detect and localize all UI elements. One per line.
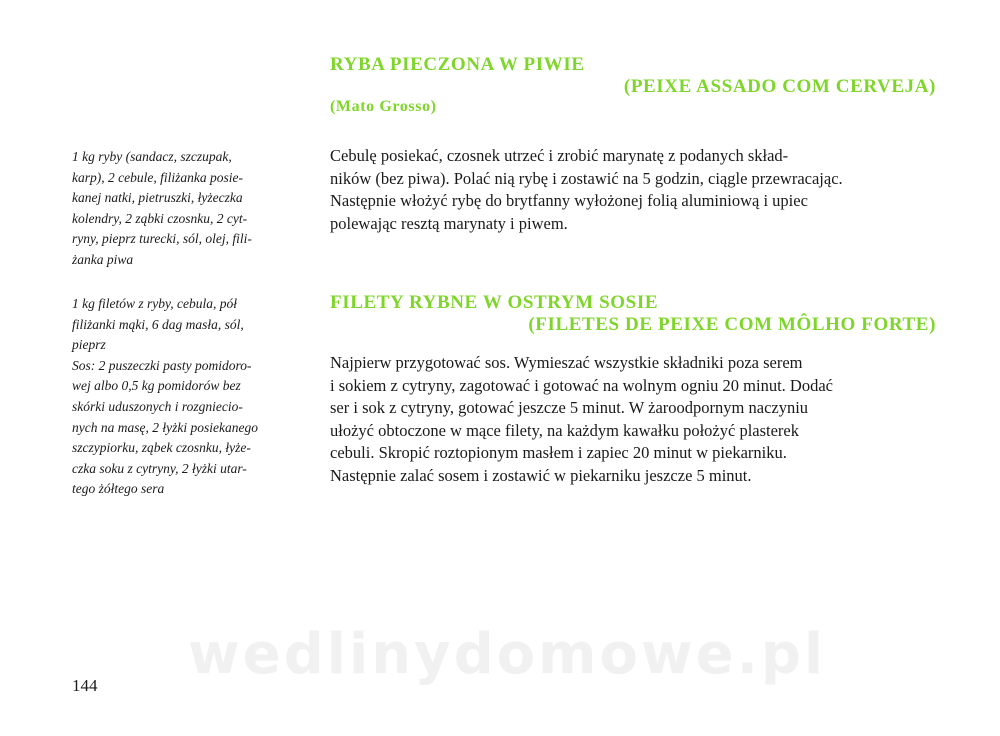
recipe-2-instructions: Najpierw przygotować sos. Wymieszać wszystkie składniki poza serem i sokiem z cytryny, zagotować i gotować na wolnym ogniu 20 minut. Dodać ser i sok z cytryny, gotować jeszcze 5 minut. W żaroodpornym naczyniu ułożyć obtoczone w mące filety, na każdym kawałku położyć plasterek cebuli. Skropić roztopionym masłem i zapiec 20 minut w piekarniku. Następnie zalać sosem i zostawić w piekarniku jeszcze 5 minut. <box>330 353 833 485</box>
recipe-2-title-pl: FILETY RYBNE W OSTRYM SOSIE <box>330 292 659 313</box>
recipe-1-title-pl: RYBA PIECZONA W PIWIE <box>330 54 585 75</box>
recipe-1-ingredients: 1 kg ryby (sandacz, szczupak, karp), 2 cebule, filiżanka posie- kanej natki, pietruszki, łyżeczka kolendry, 2 ząbki czosnku, 2 cyt- ryny, pieprz turecki, sól, olej, fili- żanka piwa <box>72 149 252 267</box>
recipe-1-title-pt: (PEIXE ASSADO COM CERVEJA) <box>623 76 936 97</box>
page-number: 144 <box>72 676 98 695</box>
recipe-1-instructions: Cebulę posiekać, czosnek utrzeć i zrobić marynatę z podanych skład- ników (bez piwa). Polać nią rybę i zostawić na 5 godzin, ciągle przewracając. Następnie włożyć rybę do brytfanny wyłożonej folią aluminiową i upiec polewając resztą marynaty i piwem. <box>330 146 843 233</box>
recipe-2-ingredients: 1 kg filetów z ryby, cebula, pół filiżanki mąki, 6 dag masła, sól, pieprz Sos: 2 puszeczki pasty pomidoro- wej albo 0,5 kg pomidorów bez skórki uduszonych i rozgniecio- nych na masę, 2 łyżki posiekanego szczypiorku, ząbek czosnku, łyże- czka soku z cytryny, 2 łyżki utar- tego żółtego sera <box>72 296 258 497</box>
recipe-1-region: (Mato Grosso) <box>330 98 437 115</box>
recipe-2-title-pt: (FILETES DE PEIXE COM MÔLHO FORTE) <box>528 314 936 335</box>
watermark: wedlinydomowe.pl <box>188 622 827 687</box>
